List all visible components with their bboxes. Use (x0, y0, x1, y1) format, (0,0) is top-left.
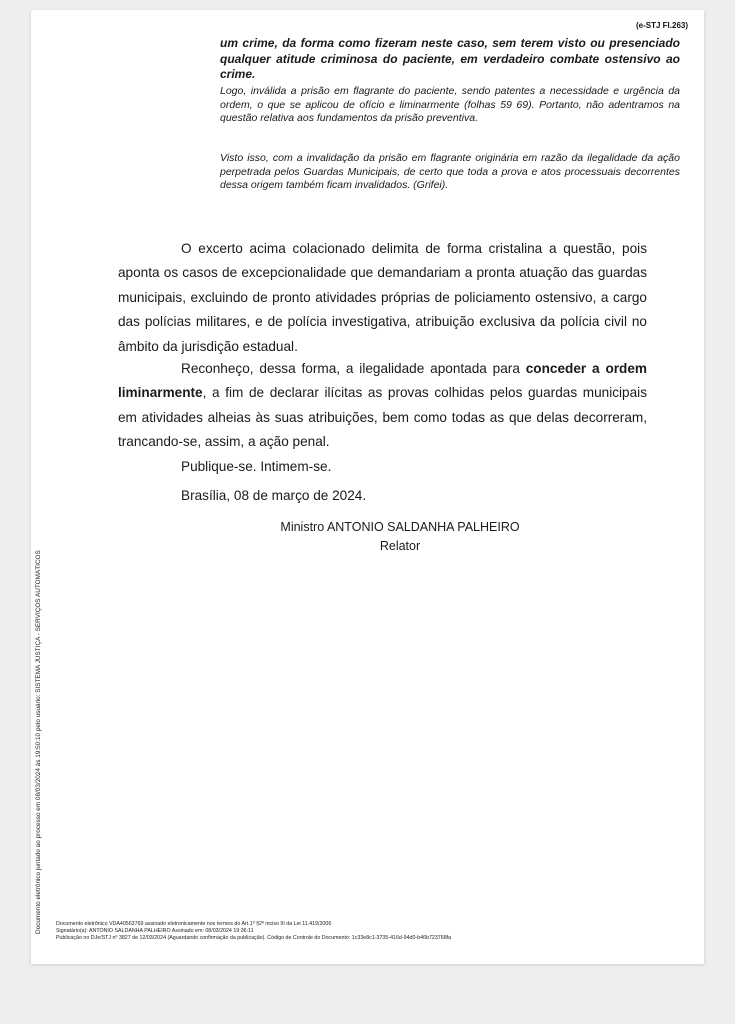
publique-line: Publique-se. Intimem-se. (181, 459, 332, 474)
signature-name: Ministro ANTONIO SALDANHA PALHEIRO (280, 520, 520, 534)
footer-line-2: Signatário(a): ANTONIO SALDANHA PALHEIRO Assinado em: 08/03/2024 19:36:11 (56, 928, 254, 934)
body-paragraph-2 (118, 357, 647, 455)
signature-role: Relator (379, 539, 421, 553)
folio-number: (e-STJ Fl.263) (635, 21, 688, 30)
body-paragraph-2-bold: conceder a ordem liminarmente (118, 361, 647, 401)
place-date-line: Brasília, 08 de março de 2024. (181, 488, 367, 503)
document-page (31, 10, 704, 964)
body-paragraph-2-start: Reconheço, dessa forma, a ilegalidade apontada para (181, 361, 526, 376)
quote-paragraph-3: Visto isso, com a invalidação da prisão em flagrante originária em razão da ilegalidade da ação perpetrada pelos Guardas Municipais, de certo que toda a prova e atos processuais decorrentes dessa origem também ficam invalidados. (Grifei). (220, 152, 680, 192)
quote-paragraph-2: Logo, inválida a prisão em flagrante do paciente, sendo patentes a necessidade e urgência da ordem, o que se aplicou de ofício e liminarmente (folhas 59 69). Portanto, não adentramos na questão relativa aos fundamentos da prisão preventiva. (220, 85, 680, 125)
footer-line-1: Documento eletrônico VDA40563769 assinado eletronicamente nos termos do Art.1º §2º inciso III da Lei 11.419/2006 (56, 921, 332, 927)
sidebar-stamp: Documento eletrônico juntado ao processo em 08/03/2024 às 19:50:10 pelo usuário: SISTEMA JUSTIÇA - SERVIÇOS AUTOMÁTICOS (35, 550, 42, 934)
body-paragraph-1: O excerto acima colacionado delimita de forma cristalina a questão, pois aponta os casos de excepcionalidade que demandariam a pronta atuação das guardas municipais, excluindo de pronto atividades próprias de policiamento ostensivo, a cargo das polícias militares, e de polícia investigativa, atribuição exclusiva da polícia civil no âmbito da jurisdição estadual. (118, 241, 647, 354)
quote-bold-paragraph: um crime, da forma como fizeram neste caso, sem terem visto ou presenciado qualquer atitude criminosa do paciente, em verdadeiro combate ostensivo ao crime. (220, 36, 680, 81)
footer-line-3: Publicação no DJe/STJ nº 3827 de 12/03/2024 (Aguardando confirmação da publicação). Código de Controle do Documento: 1c33e8c1-3735-416d-94d0-b46b723768fa (56, 935, 452, 941)
footer-block (56, 921, 451, 942)
body-paragraph-2-end: , a fim de declarar ilícitas as provas colhidas pelos guardas municipais em atividades alheias às suas atribuições, bem como todas as que delas decorreram, trancando-se, assim, a ação penal. (118, 385, 647, 450)
